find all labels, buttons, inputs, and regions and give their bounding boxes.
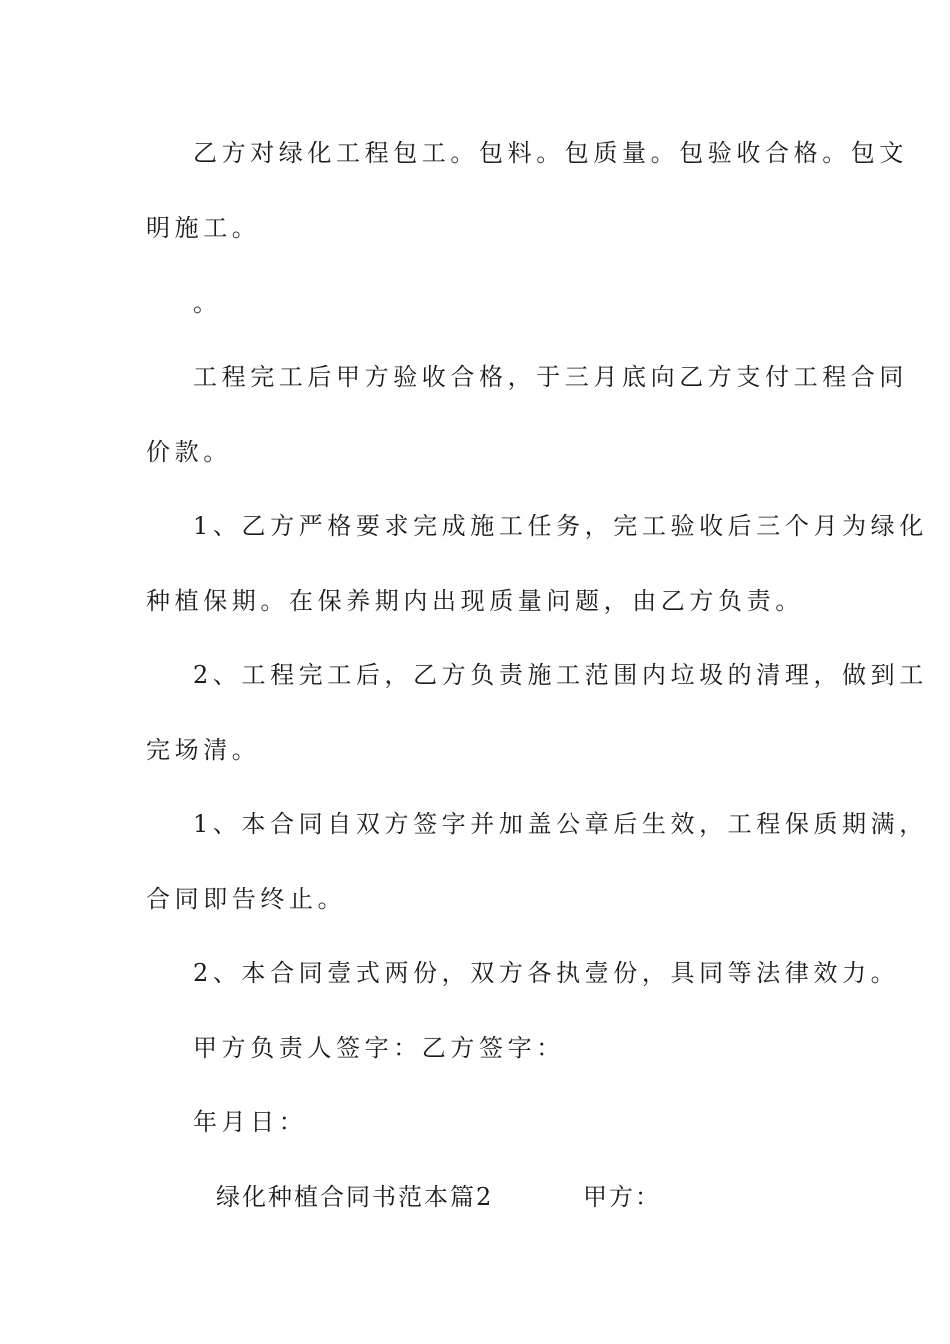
- party-a-label: 甲方：: [583, 1183, 661, 1211]
- paragraph-5-line-2: 完场清。: [146, 736, 261, 764]
- date-line: 年月日：: [193, 1108, 308, 1136]
- paragraph-6-line-2: 合同即告终止。: [146, 885, 347, 913]
- paragraph-3-line-2: 价款。: [146, 438, 232, 466]
- paragraph-6-line-1: 1、本合同自双方签字并加盖公章后生效，工程保质期满，: [193, 810, 928, 838]
- section-heading: 绿化种植合同书范本篇2: [216, 1183, 494, 1211]
- paragraph-1-line-2: 明施工。: [146, 214, 261, 242]
- paragraph-4-line-1: 1、乙方严格要求完成施工任务，完工验收后三个月为绿化: [193, 512, 928, 540]
- paragraph-1-line-1: 乙方对绿化工程包工。包料。包质量。包验收合格。包文: [193, 139, 908, 167]
- paragraph-4-line-2: 种植保期。在保养期内出现质量问题，由乙方负责。: [146, 587, 804, 615]
- paragraph-7-line-1: 2、本合同壹式两份，双方各执壹份，具同等法律效力。: [193, 959, 900, 987]
- paragraph-2-line-1: 。: [193, 289, 222, 317]
- signature-line: 甲方负责人签字：乙方签字：: [193, 1034, 565, 1062]
- paragraph-5-line-1: 2、工程完工后，乙方负责施工范围内垃圾的清理，做到工: [193, 661, 928, 689]
- paragraph-3-line-1: 工程完工后甲方验收合格，于三月底向乙方支付工程合同: [193, 363, 908, 391]
